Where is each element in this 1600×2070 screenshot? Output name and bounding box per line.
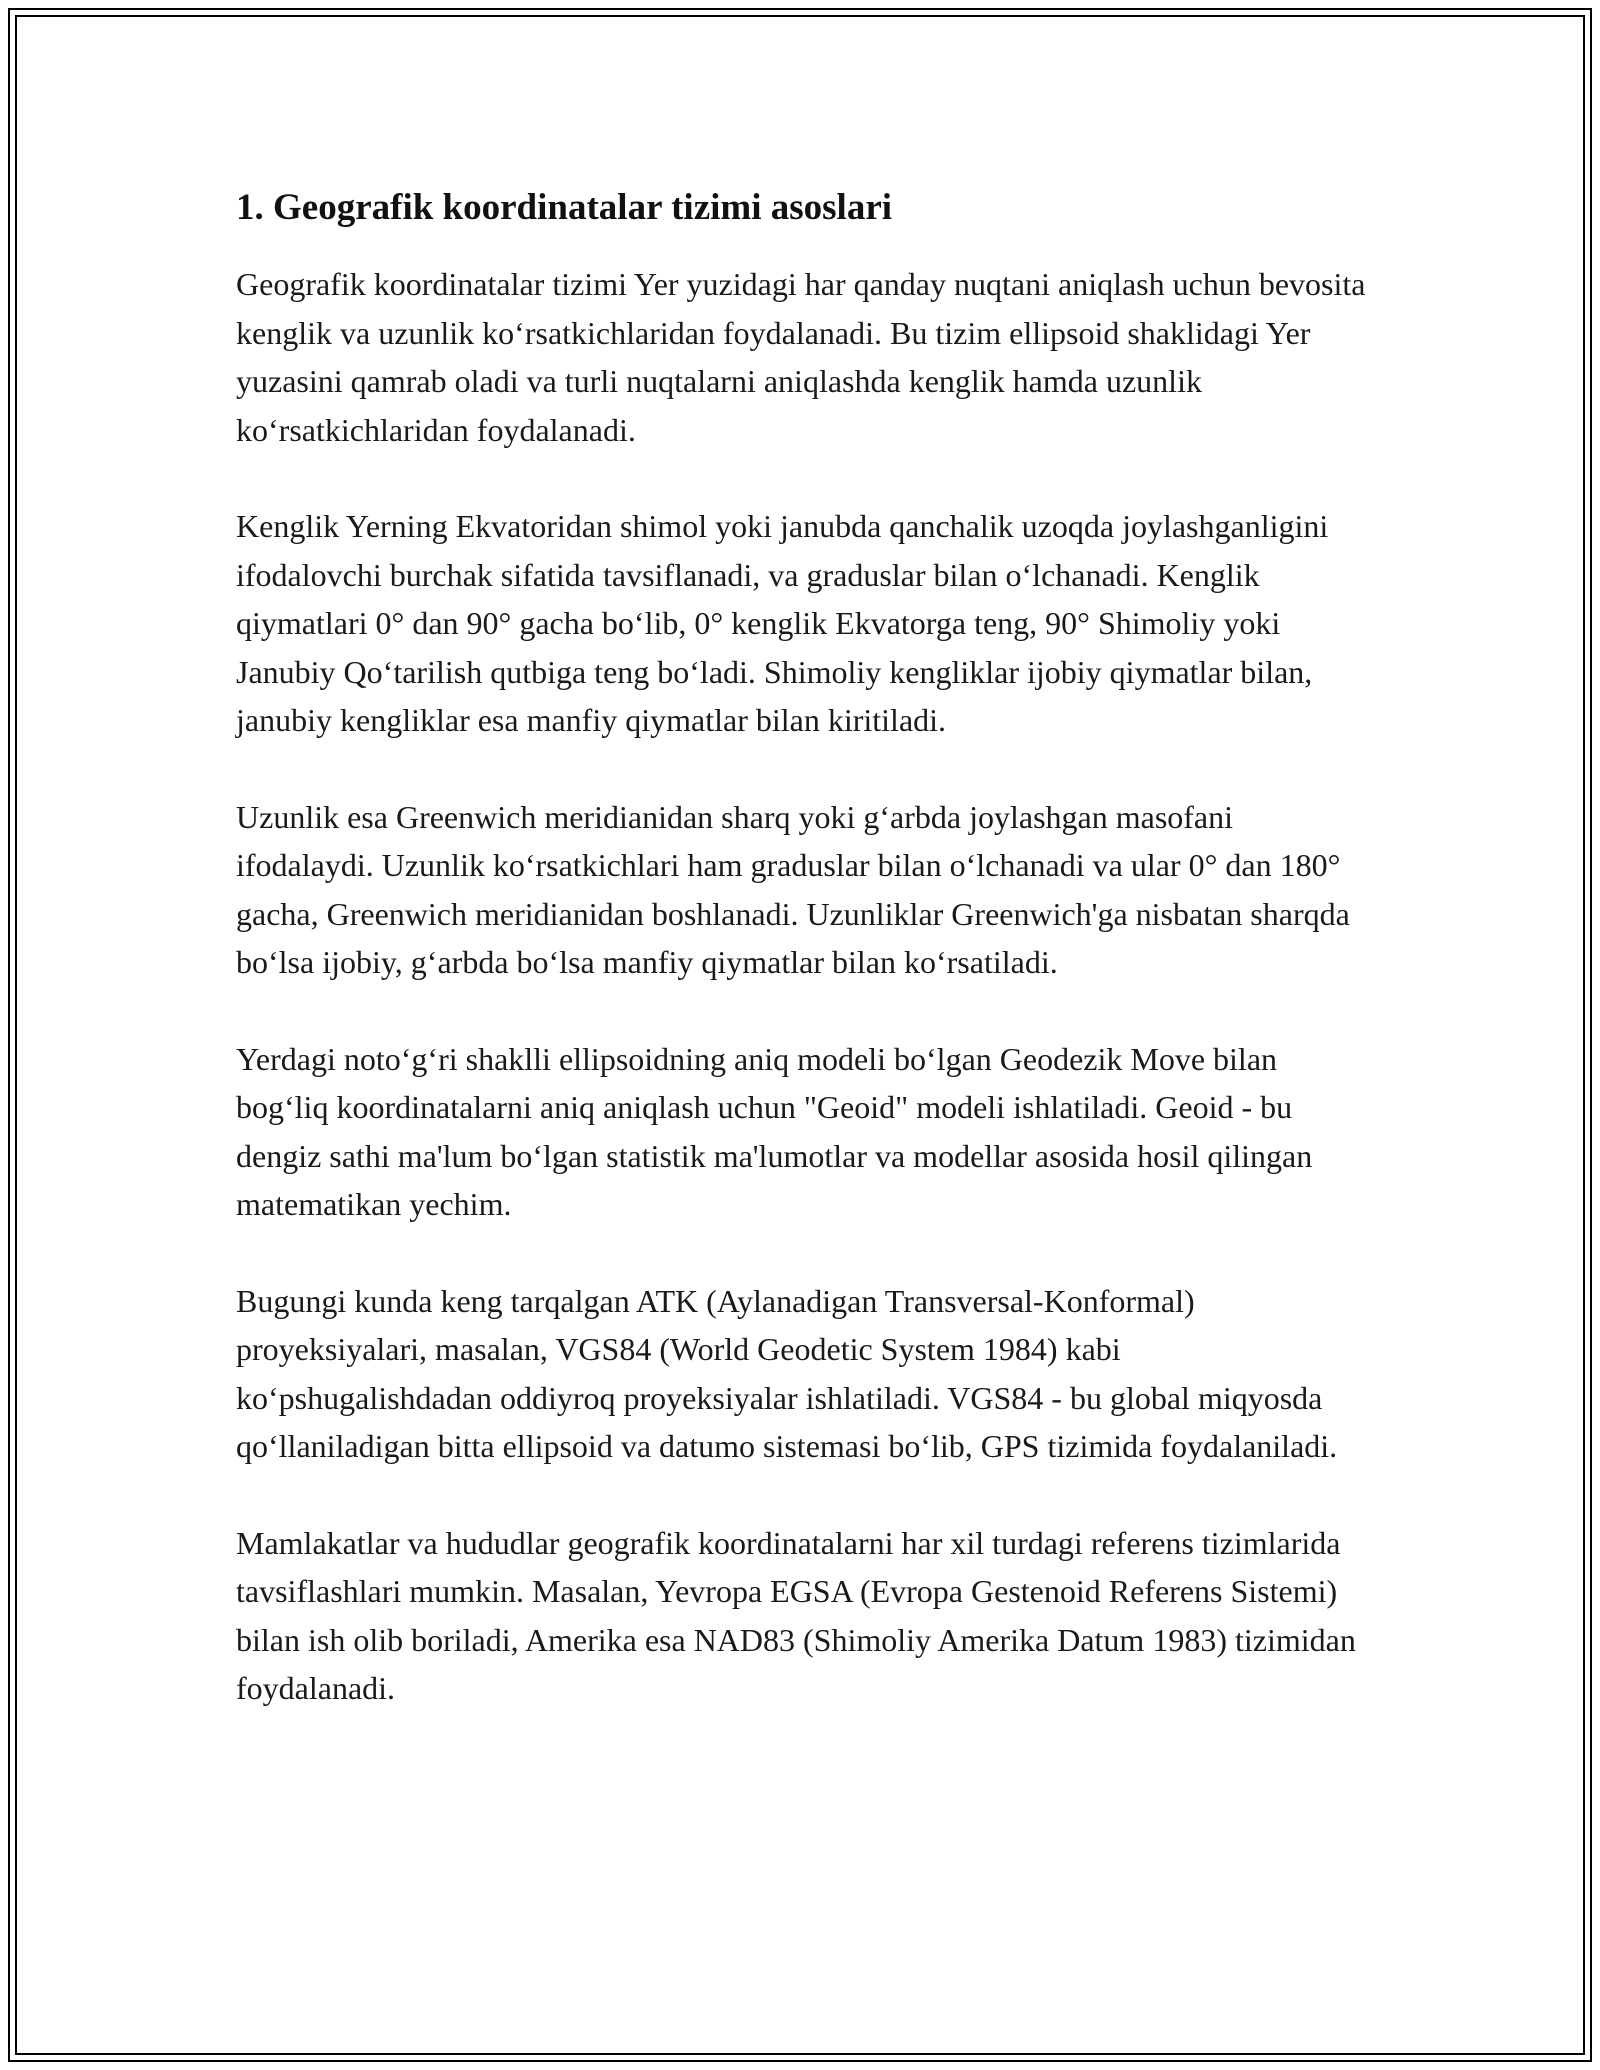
paragraph-6: Mamlakatlar va hududlar geografik koordinatalarni har xil turdagi referens tizimlarida tavsiflashlari mumkin. Masalan, Yevropa EGSA (Evropa Gestenoid Referens Sistemi) bilan ish olib boriladi, Amerika esa NAD83 (Shimoliy Amerika Datum 1983) tizimidan foydalanadi. [236,1524,1356,1707]
paragraph-2: Kenglik Yerning Ekvatoridan shimol yoki janubda qanchalik uzoqda joylashganligini ifodalovchi burchak sifatida tavsiflanadi, va graduslar bilan o‘lchanadi. Kenglik qiymatlari 0° dan 90° gacha bo‘lib, 0° kenglik Ekvatorga teng, 90° Shimoliy yoki Janubiy Qo‘tarilish qutbiga teng bo‘ladi. Shimoliy kengliklar ijobiy qiymatlar bilan, janubiy kengliklar esa manfiy qiymatlar bilan kiritiladi. [236,508,1329,739]
paragraph-5: Bugungi kunda keng tarqalgan ATK (Aylanadigan Transversal-Konformal) proyeksiyalari, masalan, VGS84 (World Geodetic System 1984) kabi ko‘pshugalishdadan oddiyroq proyeksiyalar ishlatiladi. VGS84 - bu global miqyosda qo‘llaniladigan bitta ellipsoid va datumo sistemasi bo‘lib, GPS tizimida foydalaniladi. [236,1282,1338,1465]
paragraph-4: Yerdagi noto‘g‘ri shaklli ellipsoidning aniq modeli bo‘lgan Geodezik Move bilan bog‘liq koordinatalarni aniq aniqlash uchun "Geoid" modeli ishlatiladi. Geoid - bu dengiz sathi ma'lum bo‘lgan statistik ma'lumotlar va modellar asosida hosil qilingan matematikan yechim. [236,1040,1313,1223]
paragraph-3: Uzunlik esa Greenwich meridianidan sharq yoki g‘arbda joylashgan masofani ifodalaydi. Uzunlik ko‘rsatkichlari ham graduslar bilan o‘lchanadi va ular 0° dan 180° gacha, Greenwich meridianidan boshlanadi. Uzunliklar Greenwich'ga nisbatan sharqda bo‘lsa ijobiy, g‘arbda bo‘lsa manfiy qiymatlar bilan ko‘rsatiladi. [236,798,1350,981]
paragraph-1: Geografik koordinatalar tizimi Yer yuzidagi har qanday nuqtani aniqlash uchun bevosita kenglik va uzunlik ko‘rsatkichlaridan foydalanadi. Bu tizim ellipsoid shaklidagi Yer yuzasini qamrab oladi va turli nuqtalarni aniqlashda kenglik hamda uzunlik ko‘rsatkichlaridan foydalanadi. [236,266,1366,448]
section-title: 1. Geografik koordinatalar tizimi asoslari [236,187,893,228]
document-body [236,186,1366,1761]
